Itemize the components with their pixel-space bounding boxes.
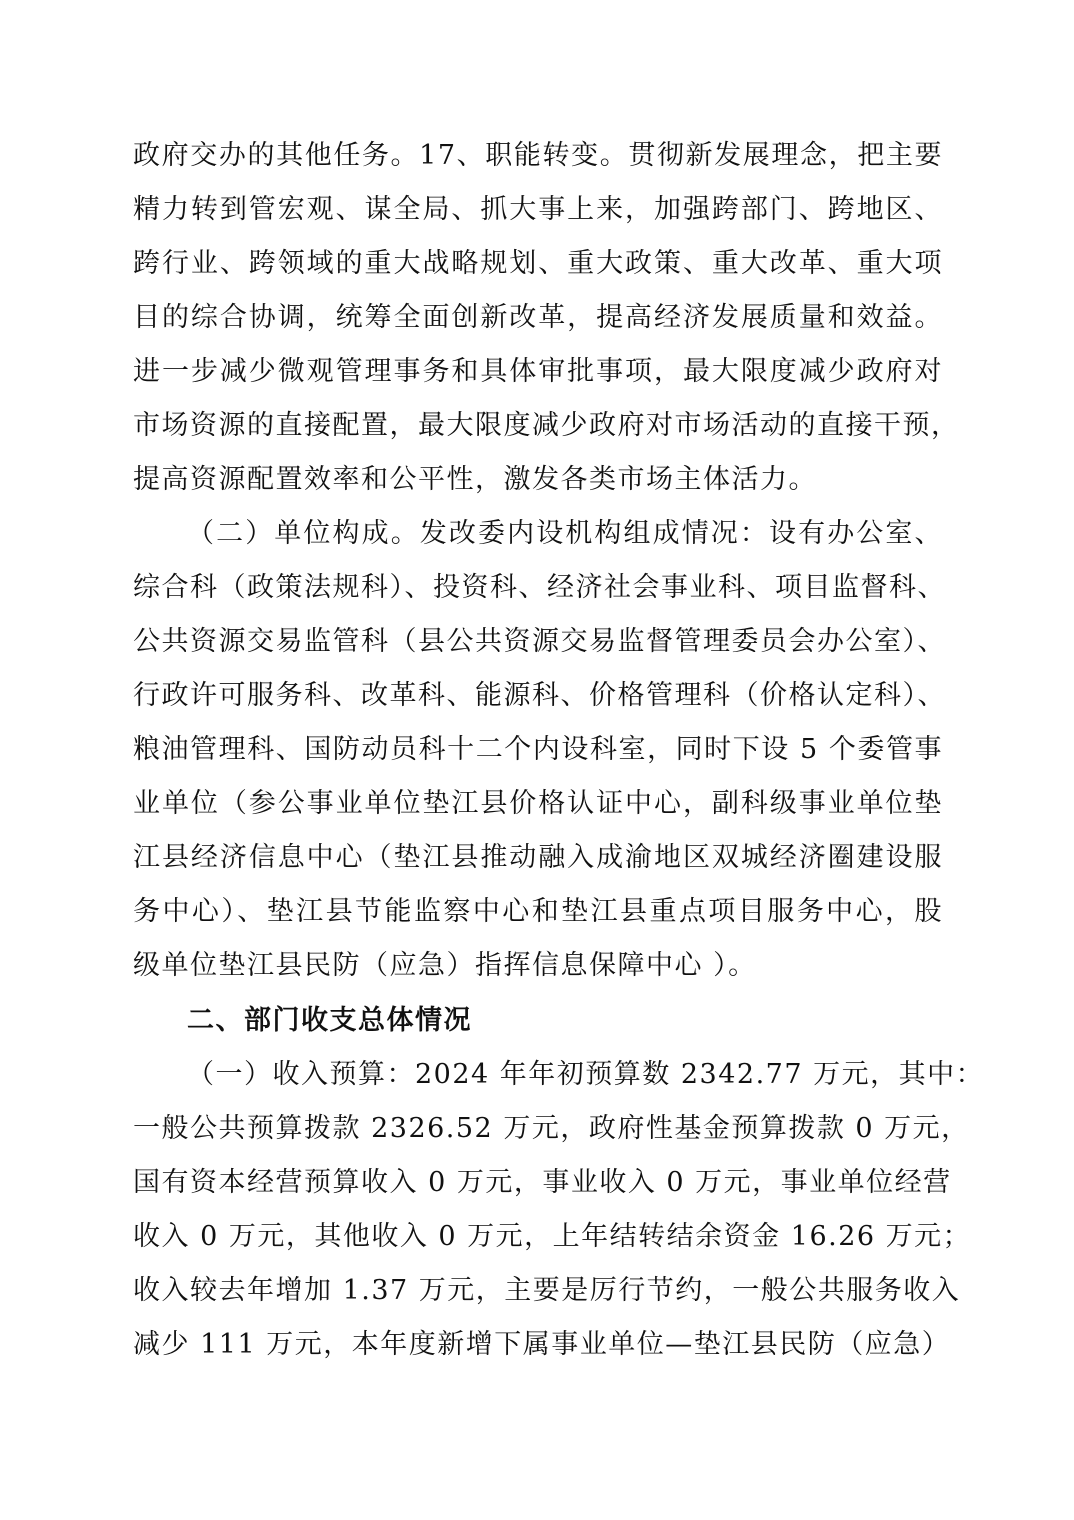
text-line: 减少 111 万元，本年度新增下属事业单位—垫江县民防（应急） — [133, 1329, 951, 1360]
text-line: 级单位垫江县民防（应急）指挥信息保障中心 ）。 — [133, 950, 757, 981]
text-line: 市场资源的直接配置，最大限度减少政府对市场活动的直接干预， — [133, 410, 960, 441]
text-line: 国有资本经营预算收入 0 万元，事业收入 0 万元，事业单位经营 — [133, 1167, 952, 1198]
text-line: 收入较去年增加 1.37 万元，主要是厉行节约，一般公共服务收入 — [133, 1275, 961, 1306]
text-line: 目的综合协调，统筹全面创新改革，提高经济发展质量和效益。 — [133, 302, 943, 333]
text-line: 江县经济信息中心（垫江县推动融入成渝地区双城经济圈建设服 — [133, 842, 943, 873]
text-line: 收入 0 万元，其他收入 0 万元，上年结转结余资金 16.26 万元； — [133, 1221, 972, 1252]
text-line: 政府交办的其他任务。17、职能转变。贯彻新发展理念，把主要 — [133, 140, 943, 171]
text-line: 公共资源交易监管科（县公共资源交易监督管理委员会办公室）、 — [133, 626, 946, 657]
text-line: （二）单位构成。发改委内设机构组成情况：设有办公室、 — [187, 518, 943, 549]
text-line: 行政许可服务科、改革科、能源科、价格管理科（价格认定科）、 — [133, 680, 946, 711]
text-line: 进一步减少微观管理事务和具体审批事项，最大限度减少政府对 — [133, 356, 943, 387]
text-line: 提高资源配置效率和公平性，激发各类市场主体活力。 — [133, 464, 817, 495]
text-line: 一般公共预算拨款 2326.52 万元，政府性基金预算拨款 0 万元， — [133, 1113, 970, 1144]
text-line: 跨行业、跨领域的重大战略规划、重大政策、重大改革、重大项 — [133, 248, 943, 279]
text-line: 综合科（政策法规科）、投资科、经济社会事业科、项目监督科、 — [133, 572, 946, 603]
text-line: 精力转到管宏观、谋全局、抓大事上来，加强跨部门、跨地区、 — [133, 194, 943, 225]
section-heading: 二、部门收支总体情况 — [187, 1005, 472, 1036]
text-line: （一）收入预算：2024 年年初预算数 2342.77 万元，其中： — [187, 1059, 985, 1090]
text-line: 粮油管理科、国防动员科十二个内设科室，同时下设 5 个委管事 — [133, 734, 943, 765]
text-line: 业单位（参公事业单位垫江县价格认证中心，副科级事业单位垫 — [133, 788, 943, 819]
text-line: 务中心）、垫江县节能监察中心和垫江县重点项目服务中心，股 — [133, 896, 943, 927]
